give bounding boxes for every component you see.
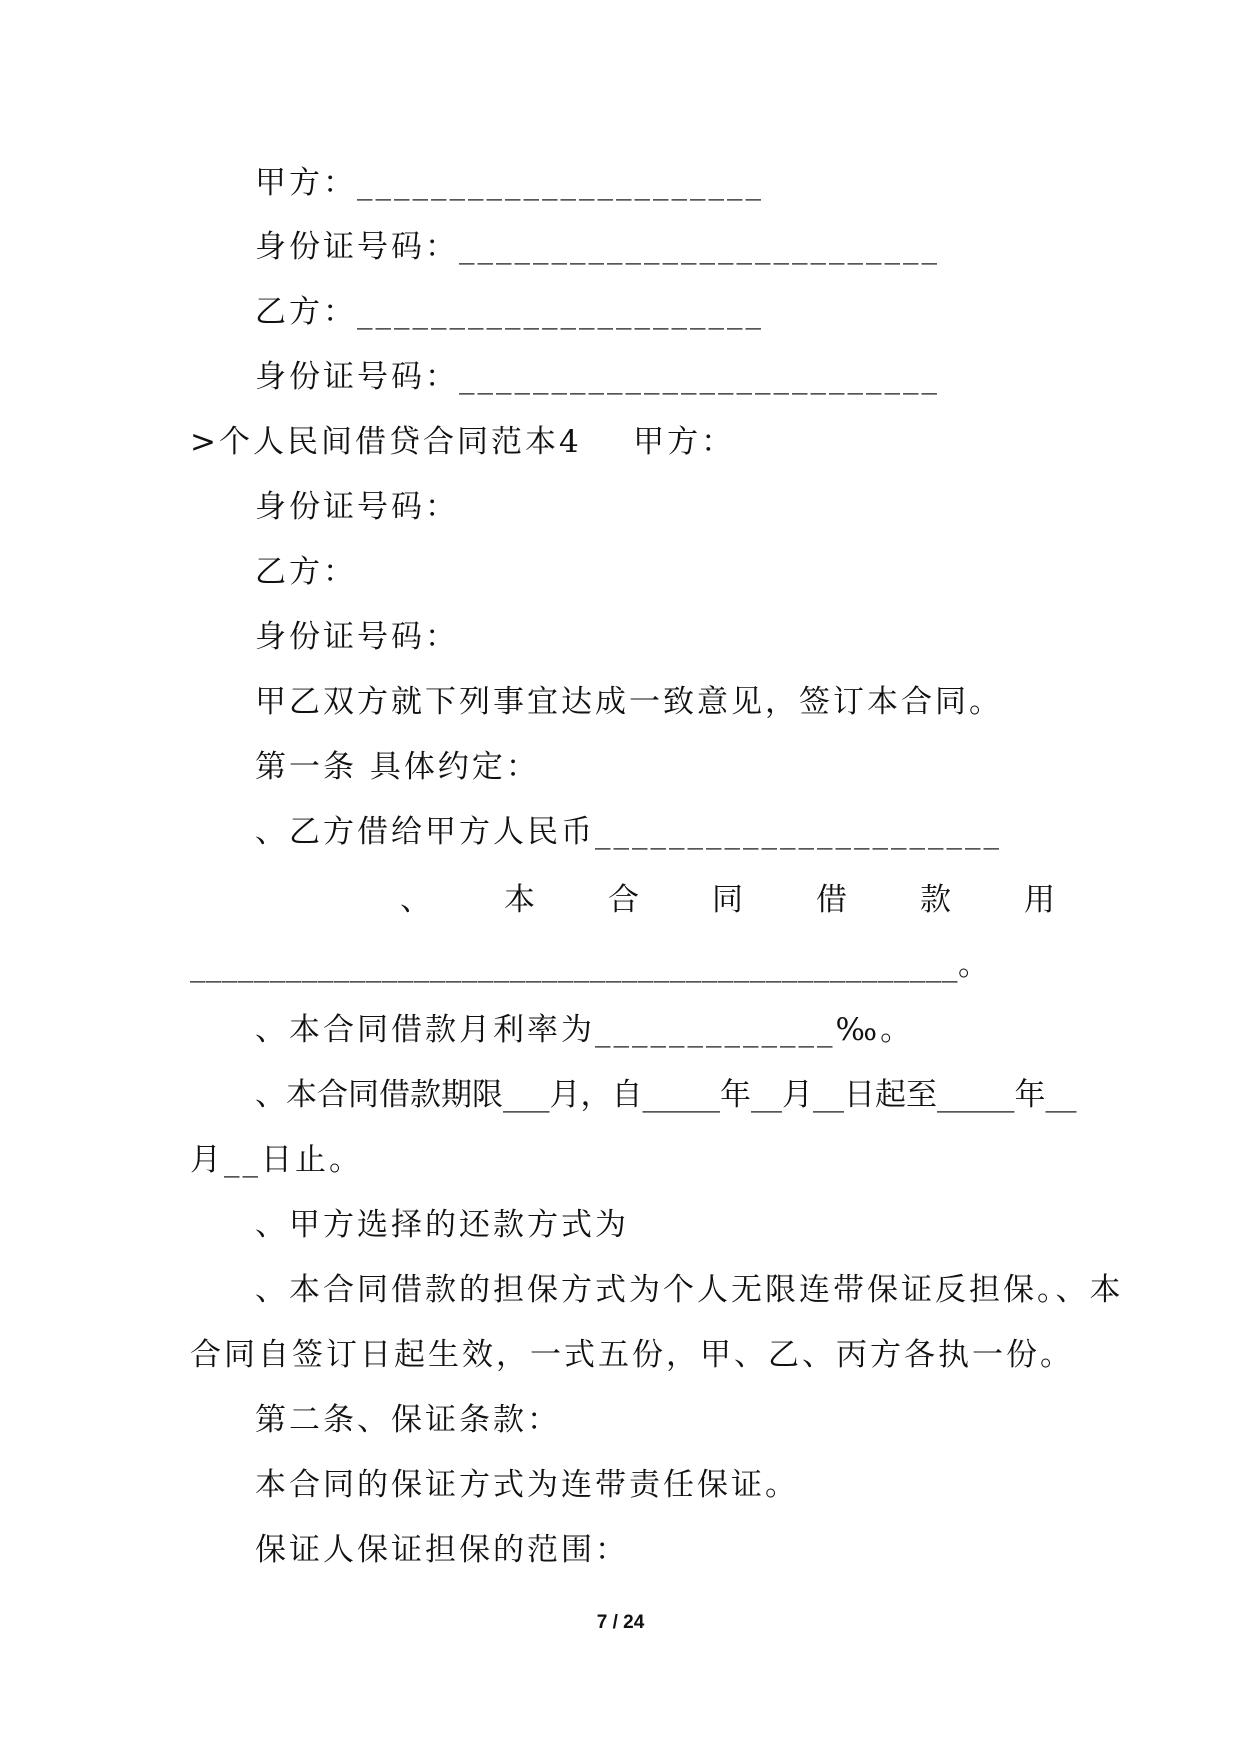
spread-char: 合	[608, 882, 639, 918]
spread-char: 、	[400, 882, 431, 918]
clause-guarantee: 、本合同借款的担保方式为个人无限连带保证反担保。、本	[255, 1272, 1124, 1308]
clause-amount: 、乙方借给甲方人民币______________________	[255, 814, 1002, 850]
paragraph: 保证人保证担保的范围：	[255, 1532, 629, 1568]
clause-purpose	[400, 880, 1055, 920]
clause-guarantee-cont: 合同自签订日起生效，一式五份，甲、乙、丙方各执一份。	[190, 1337, 1074, 1373]
id-label: 身份证号码：	[255, 619, 459, 655]
paragraph: 本合同的保证方式为连带责任保证。	[255, 1467, 799, 1503]
clause-term-cont: 月__日止。	[190, 1142, 363, 1178]
spread-char: 款	[920, 882, 951, 918]
spread-char: 同	[712, 882, 743, 918]
paragraph: 甲乙双方就下列事宜达成一致意见，签订本合同。	[255, 684, 1003, 720]
id-label: 身份证号码：	[255, 489, 459, 525]
page-number: 7 / 24	[596, 1612, 645, 1633]
section-heading: >个人民间借贷合同范本4 甲方：	[190, 424, 736, 460]
clause-purpose-blank: ________________________________________________。	[190, 947, 990, 983]
article-title: 第二条、保证条款：	[255, 1402, 561, 1438]
clause-repayment: 、甲方选择的还款方式为	[255, 1207, 629, 1243]
party-b-label: 乙方：	[255, 554, 357, 590]
spread-char: 本	[504, 882, 535, 918]
party-b-id-field: 身份证号码：__________________________	[255, 359, 940, 395]
spread-char: 借	[816, 882, 847, 918]
clause-term: 、本合同借款期限___月，自_____年__月__日起至_____年__	[255, 1077, 1077, 1113]
article-title: 第一条 具体约定：	[255, 749, 540, 785]
clause-interest: 、本合同借款月利率为_____________‰。	[255, 1012, 915, 1048]
party-a-id-field: 身份证号码：__________________________	[255, 229, 940, 265]
spread-char: 用	[1024, 882, 1055, 918]
party-b-field: 乙方：______________________	[255, 294, 764, 330]
party-a-field: 甲方：______________________	[255, 165, 764, 201]
